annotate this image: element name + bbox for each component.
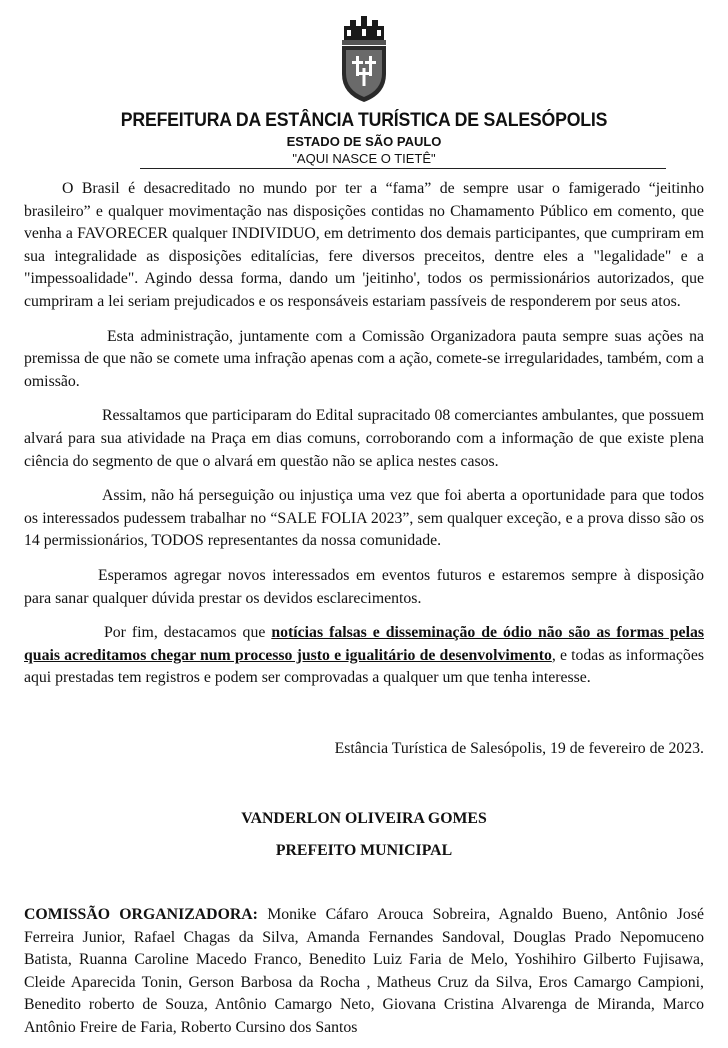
paragraph-6-highlight: notícias falsas e disseminação de ódio não são as formas pelas quais acreditamos chegar num processo justo e igualitário de desenvolvimento bbox=[24, 624, 704, 664]
signer-name: VANDERLON OLIVEIRA GOMES bbox=[241, 810, 487, 827]
state-name: ESTADO DE SÃO PAULO bbox=[286, 134, 442, 149]
paragraph-6-end: , e todas as informações aqui prestadas tem registros e podem ser comprovadas a qualquer um que tenha interesse. bbox=[24, 646, 704, 687]
municipality-title: PREFEITURA DA ESTÂNCIA TURÍSTICA DE SALESÓPOLIS bbox=[120, 110, 608, 131]
letterhead bbox=[0, 10, 728, 166]
committee-members: Monike Cáfaro Arouca Sobreira, Agnaldo Bueno, Antônio José Ferreira Junior, Rafael Chagas da Silva, Amanda Fernandes Sandoval, Douglas Prado Nepomuceno Batista, Ruanna Caroline Macedo Franco, Benedito Luiz Faria de Melo, Yoshihiro Gilberto Fujisawa, Cleide Aparecida Tonin, Gerson Barbosa da Rocha , Matheus Cruz da Silva, Eros Camargo Campioni, Benedito roberto de Souza, Antônio Camargo Neto, Giovana Cristina Alvarenga de Miranda, Marco Antônio Freire de Faria, Roberto Cursino dos Santos bbox=[24, 906, 704, 1036]
paragraph-4: Assim, não há perseguição ou injustiça uma vez que foi aberta a oportunidade para que todos os interessados pudessem trabalhar no “SALE FOLIA 2023”, sem qualquer exceção, e a prova disso são os 14 permissionários, TODOS representantes da nossa comunidade. bbox=[24, 487, 704, 550]
paragraph-6 bbox=[24, 622, 704, 690]
paragraph-5: Esperamos agregar novos interessados em eventos futuros e estaremos sempre à disposição para sanar qualquer dúvida prestar os devidos esclarecimentos. bbox=[24, 566, 704, 607]
municipality-motto: "AQUI NASCE O TIETÊ" bbox=[292, 151, 436, 166]
letter-body bbox=[24, 178, 704, 702]
municipal-coat-of-arms-icon bbox=[334, 10, 394, 106]
organizing-committee bbox=[24, 904, 704, 1040]
paragraph-3: Ressaltamos que participaram do Edital supracitado 08 comerciantes ambulantes, que possuem alvará para sua atividade na Praça em dias comuns, corroborando com a informação de que existe plena ciência do segmento de que o alvará em questão não se aplica nestes casos. bbox=[24, 407, 704, 470]
paragraph-6-start: Por fim, destacamos que bbox=[104, 624, 272, 642]
date-line: Estância Turística de Salesópolis, 19 de fevereiro de 2023. bbox=[334, 740, 704, 757]
paragraph-1: O Brasil é desacreditado no mundo por ter a “fama” de sempre usar o famigerado “jeitinho brasileiro” e qualquer movimentação nas disposições contidas no Chamamento Público em comento, que venha a FAVORECER qualquer INDIVIDUO, em detrimento dos demais participantes, que cumpriram em sua integralidade as disposições editalícias, fere diversos preceitos, dentre eles a "legalidade" e a "impessoalidade". Agindo dessa forma, dando um 'jeitinho', todos os permissionários autorizados, que cumpriram a lei seriam prejudicados e os responsáveis estariam passíveis de responderem por seus atos. bbox=[24, 180, 704, 310]
committee-label: COMISSÃO ORGANIZADORA: bbox=[24, 906, 258, 923]
paragraph-2: Esta administração, juntamente com a Comissão Organizadora pauta sempre suas ações na premissa de que não se comete uma infração apenas com a ação, comete-se irregularidades, também, com a omissão. bbox=[24, 327, 704, 390]
header-divider bbox=[140, 168, 666, 169]
signer-role: PREFEITO MUNICIPAL bbox=[275, 842, 453, 859]
